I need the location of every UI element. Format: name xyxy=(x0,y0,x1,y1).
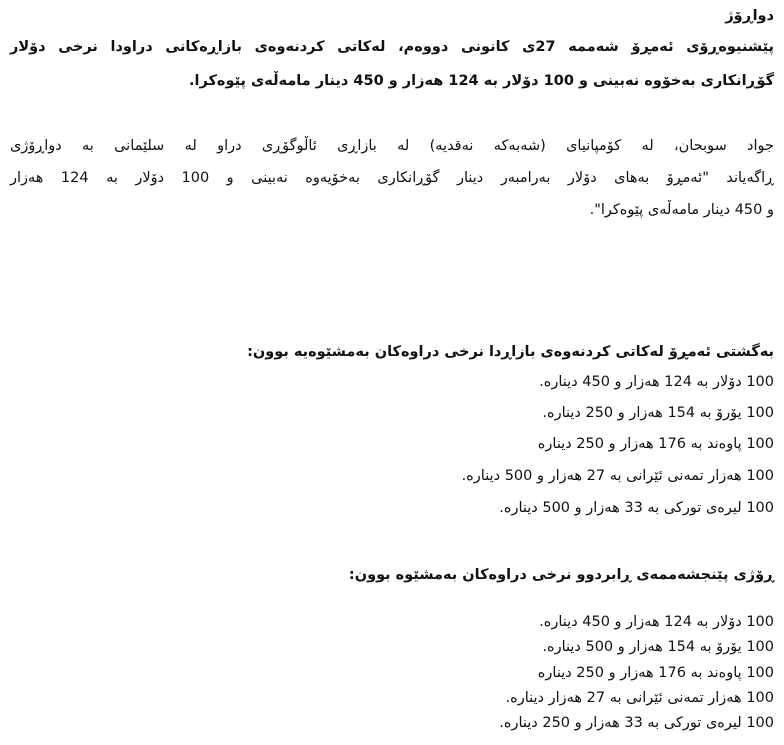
quote-paragraph-line-2: ڕاگەیاند "ئەمڕۆ بەهای دۆلار بەرامبەر دینار گۆڕانکاری بەخۆیەوە نەبینی و 100 دۆلار بە 124 هەزار xyxy=(10,170,775,186)
quote-paragraph-line-1: جواد سوبحان، لە کۆمپانیای (شەبەکە نەقدیە) لە بازاڕی ئاڵوگۆڕی دراو لە سلێمانی بە دواڕۆژی xyxy=(10,138,774,154)
lead-paragraph-line-1: پێشنیوەڕۆی ئەمڕۆ شەممە 27ی کانونی دووەم، لەکاتی کردنەوەی بازاڕەکانی دراودا نرخی دۆلار xyxy=(10,39,774,55)
thursday-rates-heading: ڕۆژی پێنجشەممەی ڕابردوو نرخی دراوەکان بەمشێوە بوون: xyxy=(348,567,774,583)
list-item: 100 پاوەند بە 176 هەزار و 250 دینارە xyxy=(537,436,774,452)
lead-paragraph-line-2: گۆڕانکاری بەخۆوە نەبینی و 100 دۆلار بە 124 هەزار و 450 دینار مامەڵەی پێوەکرا. xyxy=(189,73,774,89)
list-item: 100 لیرەی تورکی بە 33 هەزار و 250 دینارە. xyxy=(499,715,774,731)
list-item: 100 دۆلار بە 124 هەزار و 450 دینارە. xyxy=(539,614,774,630)
list-item: 100 دۆلار بە 124 هەزار و 450 دینارە. xyxy=(539,374,774,390)
list-item: 100 هەزار تمەنی ئێرانی بە 27 هەزار دینارە. xyxy=(505,690,774,706)
list-item: 100 پاوەند بە 176 هەزار و 250 دینارە xyxy=(537,665,774,681)
quote-paragraph-line-3: و 450 دینار مامەڵەی پێوەکرا". xyxy=(589,202,774,218)
article-source-header: دواڕۆژ xyxy=(725,8,774,24)
list-item: 100 هەزار تمەنی ئێرانی بە 27 هەزار و 500 دینارە. xyxy=(461,468,774,484)
list-item: 100 لیرەی تورکی بە 33 هەزار و 500 دینارە. xyxy=(499,500,774,516)
list-item: 100 یۆرۆ بە 154 هەزار و 250 دینارە. xyxy=(542,405,774,421)
list-item: 100 یۆرۆ بە 154 هەزار و 500 دینارە. xyxy=(542,639,774,655)
today-rates-heading: بەگشتی ئەمڕۆ لەکاتی کردنەوەی بازاڕدا نرخی دراوەکان بەمشێوەیە بوون: xyxy=(247,344,774,360)
